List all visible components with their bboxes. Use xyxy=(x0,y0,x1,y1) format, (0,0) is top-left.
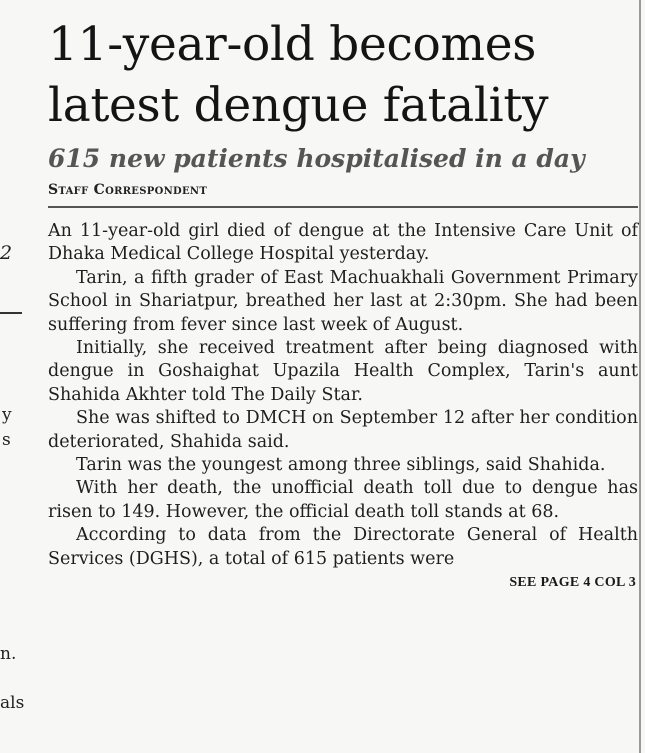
article-paragraph: An 11-year-old girl died of dengue at the Intensive Care Unit of Dhaka Medical College Hospital yesterday. xyxy=(48,221,638,265)
adjacent-text-fragment: als xyxy=(0,693,25,713)
adjacent-text-fragment: 2 xyxy=(0,242,13,264)
byline-rule xyxy=(48,206,638,208)
article-paragraph: Tarin was the youngest among three siblings, said Shahida. xyxy=(76,455,606,476)
adjacent-column-rule xyxy=(0,312,22,314)
continuation-jump-line: SEE PAGE 4 COL 3 xyxy=(509,575,636,591)
article-paragraph: She was shifted to DMCH on September 12 after her condition deteriorated, Shahida said. xyxy=(48,408,638,452)
adjacent-text-fragment: y xyxy=(2,405,12,425)
article-paragraph: Initially, she received treatment after being diagnosed with dengue in Goshaighat Upazila Health Complex, Tarin's aunt Shahida Akhter told The Daily Star. xyxy=(48,338,638,405)
article-paragraph: Tarin, a fifth grader of East Machuakhali Government Primary School in Shariatpur, breathed her last at 2:30pm. She had been suffering from fever since last week of August. xyxy=(48,267,638,335)
adjacent-column-fragment xyxy=(0,0,36,753)
article-byline: Staff Correspondent xyxy=(48,182,208,198)
article-paragraph: With her death, the unofficial death toll due to dengue has risen to 149. However, the official death toll stands at 68. xyxy=(48,478,638,522)
article-subheadline: 615 new patients hospitalised in a day xyxy=(48,144,585,173)
adjacent-text-fragment: s xyxy=(2,430,11,450)
article-paragraph: According to data from the Directorate General of Health Services (DGHS), a total of 615 patients were xyxy=(48,525,638,569)
news-article xyxy=(48,0,640,591)
article-headline: 11-year-old becomes latest dengue fatality xyxy=(48,17,549,133)
adjacent-text-fragment: n. xyxy=(0,644,17,664)
article-body xyxy=(48,220,638,571)
